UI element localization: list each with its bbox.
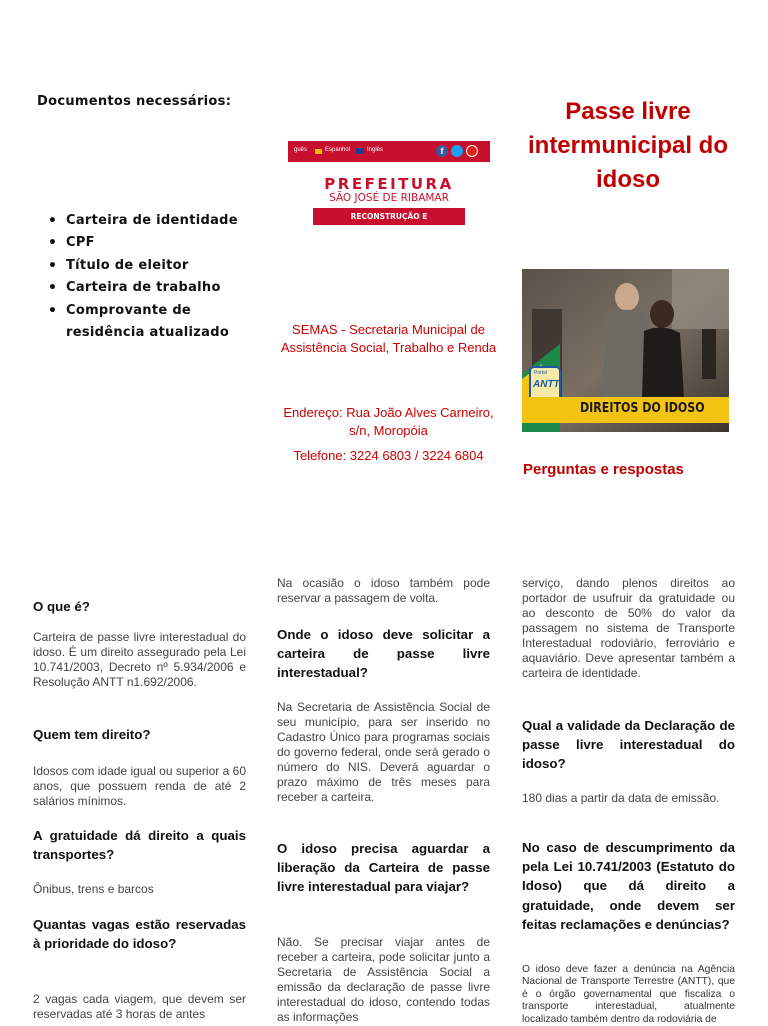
faq-question: O idoso precisa aguardar a liberação da Carteira de passe livre interestadual para viajar? xyxy=(277,841,490,895)
faq-answer: Ônibus, trens e barcos xyxy=(33,882,154,896)
logo-body xyxy=(288,162,490,238)
badge-top-label: Portal xyxy=(534,370,548,376)
uk-flag-icon xyxy=(356,148,364,154)
org-name: SEMAS - Secretaria Municipal de Assistência Social, Trabalho e Renda xyxy=(280,322,497,355)
documents-list xyxy=(48,210,268,344)
list-item: • CPF xyxy=(48,232,268,254)
faq-question: A gratuidade dá direito a quais transportes? xyxy=(33,828,246,863)
faq-question: Qual a validade da Declaração de passe livre interestadual do idoso? xyxy=(522,718,735,772)
language-item: Inglês xyxy=(367,147,384,153)
language-item: Espanhol xyxy=(325,147,351,153)
list-item: • Carteira de trabalho xyxy=(48,277,268,299)
prefeitura-logo xyxy=(288,141,490,238)
page-title: Passe livre intermunicipal do idoso xyxy=(527,98,728,193)
photo-banner: DIREITOS DO IDOSO xyxy=(580,401,705,416)
antt-logo: ANTT xyxy=(533,379,560,390)
org-address: Endereço: Rua João Alves Carneiro, s/n, Moropóia xyxy=(283,405,494,438)
list-item: • Título de eleitor xyxy=(48,255,268,277)
faq-answer: 180 dias a partir da data de emissão. xyxy=(522,791,720,805)
faq-question: No caso de descumprimento da pela Lei 10.741/2003 (Estatuto do Idoso) que dá direito a gratuidade, onde devem ser feitas reclamações e denúncias? xyxy=(522,840,735,932)
faq-answer: O idoso deve fazer a denúncia na Agência Nacional de Transporte Terrestre (ANTT), que é o órgão governamental que fiscaliza o transporte interestadual, atualmente localizado também dentro da rodoviária de xyxy=(522,964,735,1025)
faq-question: Onde o idoso deve solicitar a carteira de passe livre interestadual? xyxy=(277,627,490,681)
logo-city: SÃO JOSÉ DE RIBAMAR xyxy=(329,192,449,204)
documents-heading: Documentos necessários: xyxy=(37,94,232,109)
logo-title: PREFEITURA xyxy=(324,175,454,193)
faq-answer: Na Secretaria de Assistência Social de seu município, para ser inserido no Cadastro Único para programas sociais do governo federal, onde será gerado o número do NIS. Deverá aguardar o prazo máximo de três meses para receber a carteira. xyxy=(277,700,490,804)
faq-answer: Carteira de passe livre interestadual do idoso. É um direito assegurado pela Lei 10.741/2003, Decreto nº 5.934/2006 e Resolução ANTT n1.692/2006. xyxy=(33,630,246,689)
spain-flag-icon xyxy=(315,148,322,155)
faq-answer: serviço, dando plenos direitos ao portador de usufruir da gratuidade ou ao desconto de 50% do valor da passagem no sistema de Transporte Interestadual rodoviário, ferroviário e aquaviário. Deve apresentar também a carteira de identidade. xyxy=(522,576,735,680)
logo-language-bar xyxy=(288,141,490,162)
facebook-icon: f xyxy=(436,145,448,157)
language-item: guês xyxy=(294,147,308,153)
faq-question: Quantas vagas estão reservadas à prioridade do idoso? xyxy=(33,917,246,952)
list-item: • Carteira de identidade xyxy=(48,210,268,232)
faq-answer: Idosos com idade igual ou superior a 60 anos, que possuem renda de até 2 salários mínimos. xyxy=(33,764,246,808)
page-subtitle: Perguntas e respostas xyxy=(523,461,684,478)
faq-answer: Na ocasião o idoso também pode reservar a passagem de volta. xyxy=(277,576,490,605)
faq-answer: Não. Se precisar viajar antes de receber a carteira, pode solicitar junto a Secretaria de Assistência Social a emissão da declaração de passe livre interestadual do idoso, contendo todas as informações xyxy=(277,935,490,1024)
list-item: • Comprovante de residência atualizado xyxy=(48,300,268,345)
faq-answer: 2 vagas cada viagem, que devem ser reservadas até 3 horas de antes xyxy=(33,992,246,1021)
org-phone: Telefone: 3224 6803 / 3224 6804 xyxy=(293,448,484,463)
faq-question: O que é? xyxy=(33,599,90,614)
logo-tagline: RECONSTRUÇÃO E DESENVOLVIMENTO xyxy=(313,208,465,225)
youtube-icon xyxy=(466,145,478,157)
twitter-icon xyxy=(451,145,463,157)
faq-question: Quem tem direito? xyxy=(33,727,151,742)
cover-photo xyxy=(522,269,729,432)
